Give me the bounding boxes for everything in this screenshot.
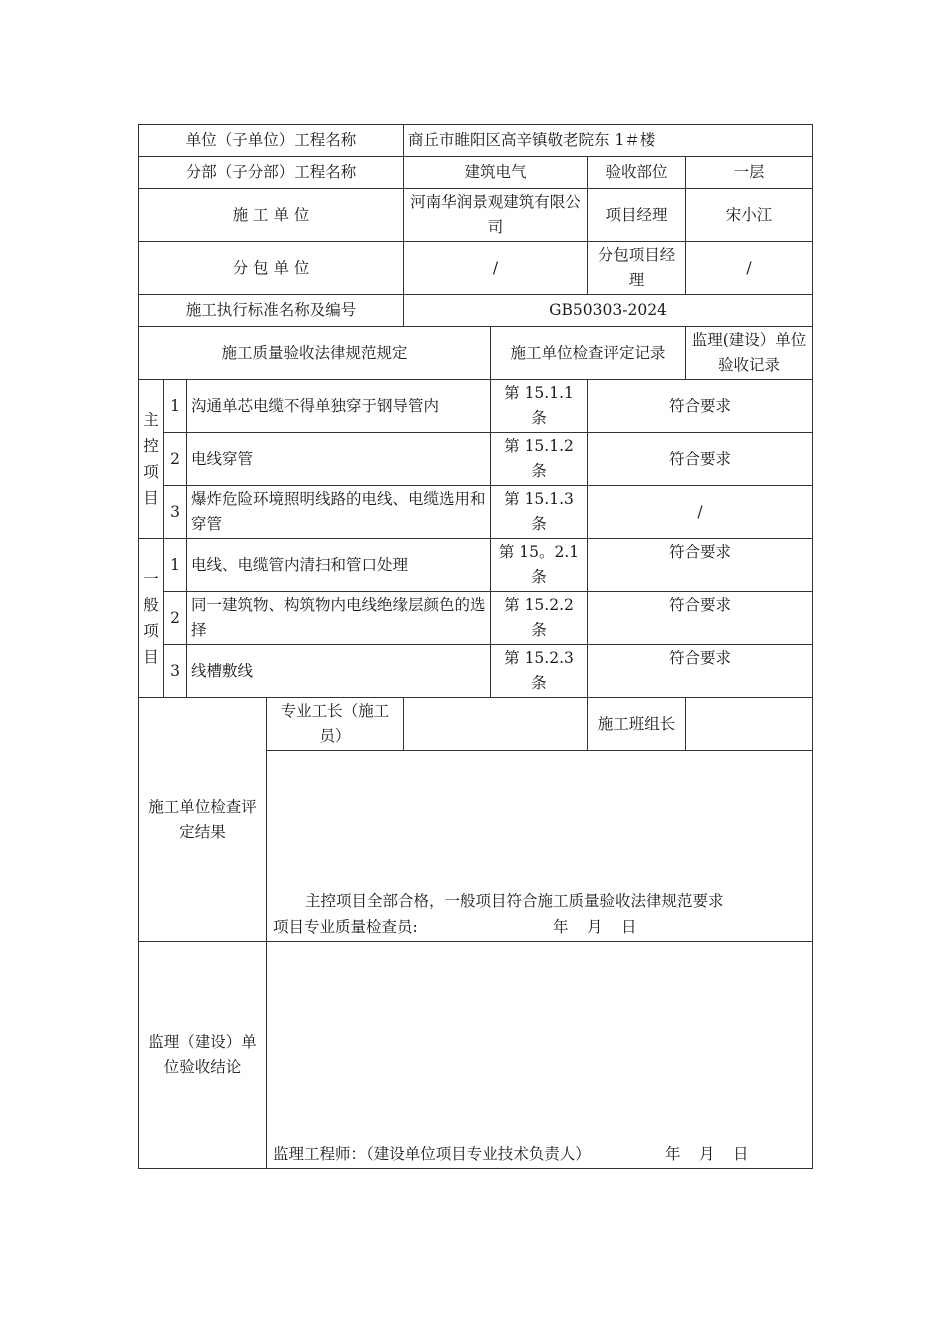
item-text: 同一建筑物、构筑物内电线绝缘层颜色的选择: [187, 592, 491, 645]
table-row: [139, 645, 813, 698]
item-clause: 第 15.1.2 条: [491, 433, 588, 486]
project-manager-label: 项目经理: [588, 189, 686, 242]
check-year: 年: [553, 918, 569, 936]
engineer-label: 监理工程师：（建设单位项目专业技术负责人）: [273, 1145, 591, 1163]
row-subcontractor: [139, 242, 813, 295]
general-group-label: [139, 539, 164, 698]
group-char: 控: [143, 437, 159, 455]
subdivision-value: 建筑电气: [404, 157, 588, 189]
row-unit-project: [139, 125, 813, 157]
main-group-label: [139, 380, 164, 539]
table-row: [139, 539, 813, 592]
item-text: 电线、电缆管内清扫和管口处理: [187, 539, 491, 592]
row-column-headers: [139, 327, 813, 380]
sup-month: 月: [699, 1145, 715, 1163]
item-text: 线槽敷线: [187, 645, 491, 698]
item-result: 符合要求: [588, 539, 813, 592]
group-char: 一: [143, 570, 159, 588]
standard-value: GB50303-2024: [404, 295, 813, 327]
contractor-value: 河南华润景观建筑有限公司: [404, 189, 588, 242]
header-supervisor: 监理(建设）单位验收记录: [686, 327, 813, 380]
row-standard: [139, 295, 813, 327]
check-day: 日: [621, 918, 637, 936]
item-result: 符合要求: [588, 592, 813, 645]
supervision-title: 监理（建设）单位验收结论: [139, 942, 267, 1169]
item-no: 3: [164, 486, 187, 539]
item-no: 3: [164, 645, 187, 698]
project-manager-value: 宋小江: [686, 189, 813, 242]
item-text: 爆炸危险环境照明线路的电线、电缆选用和穿管: [187, 486, 491, 539]
supervision-content: [267, 942, 813, 1169]
group-char: 项: [143, 622, 159, 640]
acceptance-part-label: 验收部位: [588, 157, 686, 189]
subdivision-label: 分部（子分部）工程名称: [139, 157, 404, 189]
item-result: 符合要求: [588, 645, 813, 698]
item-clause: 第 15.1.3 条: [491, 486, 588, 539]
inspector-label: 项目专业质量检查员:: [273, 918, 418, 936]
row-foreman: [139, 698, 813, 751]
unit-project-label: 单位（子单位）工程名称: [139, 125, 404, 157]
item-no: 1: [164, 539, 187, 592]
acceptance-form: [138, 124, 812, 1169]
group-char: 般: [143, 596, 159, 614]
sub-manager-value: /: [686, 242, 813, 295]
sup-day: 日: [733, 1145, 749, 1163]
unit-project-value: 商丘市睢阳区高辛镇敬老院东 1＃楼: [404, 125, 813, 157]
sub-manager-label: 分包项目经理: [588, 242, 686, 295]
group-char: 主: [143, 411, 159, 429]
subcontractor-value: /: [404, 242, 588, 295]
item-clause: 第 15.1.1 条: [491, 380, 588, 433]
item-text: 沟通单芯电缆不得单独穿于钢导管内: [187, 380, 491, 433]
item-text: 电线穿管: [187, 433, 491, 486]
row-supervision: [139, 942, 813, 1169]
row-subdivision: [139, 157, 813, 189]
table-row: [139, 433, 813, 486]
item-result: 符合要求: [588, 380, 813, 433]
group-char: 目: [143, 489, 159, 507]
form-table: [138, 124, 813, 1169]
header-record: 施工单位检查评定记录: [491, 327, 686, 380]
acceptance-part-value: 一层: [686, 157, 813, 189]
check-month: 月: [587, 918, 603, 936]
foreman-label: 专业工长（施工员）: [267, 698, 404, 751]
group-char: 项: [143, 463, 159, 481]
check-result-title: 施工单位检查评定结果: [139, 698, 267, 942]
check-result-content: [267, 751, 813, 942]
item-result: /: [588, 486, 813, 539]
check-conclusion: 主控项目全部合格，一般项目符合施工质量验收法律规范要求: [305, 892, 724, 910]
subcontractor-label: 分 包 单 位: [139, 242, 404, 295]
item-clause: 第 15.2.2 条: [491, 592, 588, 645]
item-no: 2: [164, 592, 187, 645]
item-no: 2: [164, 433, 187, 486]
sup-year: 年: [665, 1145, 681, 1163]
table-row: [139, 380, 813, 433]
item-no: 1: [164, 380, 187, 433]
table-row: [139, 592, 813, 645]
row-contractor: [139, 189, 813, 242]
item-clause: 第 15.2.3 条: [491, 645, 588, 698]
team-leader-label: 施工班组长: [588, 698, 686, 751]
team-leader-value: [686, 698, 813, 751]
table-row: [139, 486, 813, 539]
item-clause: 第 15。2.1 条: [491, 539, 588, 592]
item-result: 符合要求: [588, 433, 813, 486]
group-char: 目: [143, 648, 159, 666]
standard-label: 施工执行标准名称及编号: [139, 295, 404, 327]
foreman-value: [404, 698, 588, 751]
contractor-label: 施 工 单 位: [139, 189, 404, 242]
header-spec: 施工质量验收法律规范规定: [139, 327, 491, 380]
